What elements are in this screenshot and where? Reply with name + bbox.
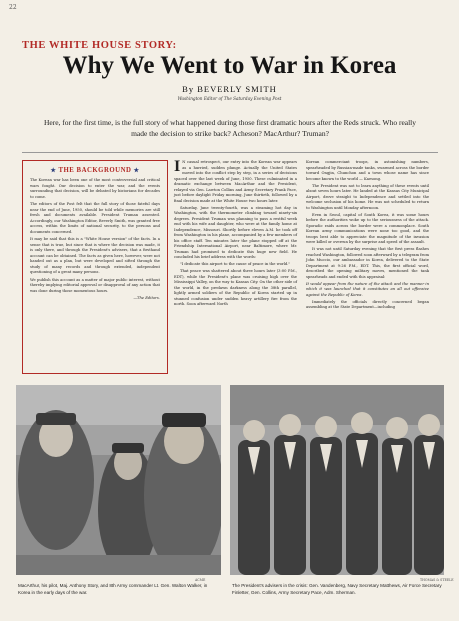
photo-credit: ACME — [195, 578, 206, 582]
body-text: N casual retrospect, our entry into the Korean war appears as a hurried, sudden plunge. Actually the United States moved into the conflict step by step, in a series of decisions spaced over the last week of June, 1950. These culminated in a dramatic exchange between MacArthur and the President, relayed via Gen. Lawton Collins and Army Secretary Frank Pace, just before daylight Friday morning, June thirtieth, followed by a final decision made at the White House two hours later. — [174, 160, 297, 203]
photo-macarthur-image — [16, 385, 221, 575]
sidebar-paragraph: It may be said that this is a "White House version" of the facts. In a sense that is true, but since that is where the decision was made, it is only there, and through the President's advisers, that a firsthand account can be obtained. The facts as given here, however, were not handed out as a plan, but were developed and sifted through the study of many records and through extended, independent questioning of a great many persons. — [30, 237, 160, 274]
body-paragraph: "I dedicate this airport to the cause of peace in the world." — [180, 262, 291, 266]
sidebar-paragraph: We publish this account as a matter of major public interest, without thereby implying editorial approval or disapproval of any action that was done during those momentous hours. — [30, 277, 160, 293]
star-icon: ★ — [50, 168, 57, 174]
body-paragraph: The President was not to learn anything of these events until about seven hours later. He landed at the Kansas City Municipal Airport, drove straight to Independence and settled into the welcome seclusion of his home. He was not scheduled to return to Washington until Monday afternoon. — [306, 183, 429, 210]
body-paragraph: It was not until Saturday evening that the first press flashes reached Washington, followed soon afterward by a telegram from John Muccio, our ambassador in Korea, delivered to the State Department at 9:26 P.M., EDT. This, the first official word, described the opening military moves, mentioned the tank spearheads and ended with this appraisal: — [306, 247, 429, 279]
series-kicker: THE WHITE HOUSE STORY: — [22, 40, 177, 51]
divider — [22, 152, 438, 153]
body-paragraph: Korean commerciant troops, in astonishing numbers, spearheaded by Russian-made tanks, swarmed across the border toward Ongjin, Chunchon and a town whose name has since become known to the world — Kaesong. — [306, 160, 429, 181]
body-paragraph: Immediately the officials directly concerned began assembling at the State Department—including — [306, 299, 429, 309]
photo-credit: THOMAS & STEELE — [420, 578, 454, 582]
sidebar-paragraph: The Korean war has been one of the most controversial and critical wars fought. Our decision to enter the war, and the events surrounding that decision, will be debated by historians for decades to come. — [30, 178, 160, 199]
sidebar-paragraph: The editors of the Post felt that the full story of those fateful days near the end of June, 1950, should be told while memories are still fresh and documents available. President Truman assented. Accordingly, our Washington Editor, Beverly Smith, was granted free access, within the limits of national security, to the persons and documents concerned. — [30, 202, 160, 234]
photo-macarthur — [16, 385, 221, 575]
body-paragraph — [174, 160, 297, 204]
body-column-1 — [174, 160, 297, 309]
telegram-quote: It would appear from the nature of the attack and the manner in which it was launched that it constitutes an all out offensive against the Republic of Korea. — [306, 281, 429, 297]
byline-title: Washington Editor of The Saturday Evening Post — [177, 96, 282, 101]
photo-caption: The President's advisers in the crisis: Gen. Vandenberg, Navy Secretary Matthews, Air Force Secretary Finletter, Gen. Collins, Army Secretary Pace, Adm. Sherman. — [232, 583, 442, 595]
drop-cap: I — [174, 158, 181, 175]
sidebar-heading: THE BACKGROUND — [58, 167, 132, 174]
page-number: 22 — [9, 4, 17, 11]
photo-advisers-image — [230, 385, 444, 575]
article-headline: Why We Went to War in Korea — [62, 52, 397, 79]
body-paragraph: Even in Seoul, capital of South Korea, it was some hours before the authorities woke up to the seriousness of the attack. Sporadic raids across the border were a commonplace. South Korean army communications were none too good, and the troops best able to appreciate the magnitude of the invasion were killed or overrun by the surprise and speed of the assault. — [306, 212, 429, 244]
body-paragraph: Saturday, June twenty-fourth, was a steaming hot day in Washington, with the thermometer climbing toward ninety-six degrees. President Truman was planning to pass a restful week end with his wife and daughter, who were at the family home at Independence, Missouri. Shortly before eleven A.M. he took off from Washington in his plane, accompanied by a few members of his office staff. Ten minutes later the plane stopped off at the Friendship International Airport, near Baltimore, where Mr. Truman had promised to dedicate this huge new field. He concluded his brief address with the words: — [174, 205, 297, 259]
photo-caption: MacArthur, his pilot, Maj. Anthony Story, and 8th Army commander Lt. Gen. Walton Walker, in Korea in the early days of the war. — [18, 583, 208, 595]
photo-advisers — [230, 385, 444, 575]
byline: By BEVERLY SMITH — [182, 84, 277, 94]
star-icon: ★ — [133, 168, 140, 174]
body-column-2 — [306, 160, 429, 312]
sidebar-heading-row — [30, 167, 160, 174]
background-sidebar — [22, 160, 168, 374]
sidebar-signature: —The Editors. — [133, 296, 160, 300]
body-paragraph: That peace was shattered about three hours later (3:00 P.M., EDT), while the President's plane was cruising high over the Mississippi Valley, on the way to Kansas City. On the other side of the world, in the predawn darkness along the 38th parallel, lightly armed soldiers of the Republic of Korea started up in stunned confusion under sudden heavy artillery fire from the north. Soon afterward North — [174, 269, 297, 306]
article-deck: Here, for the first time, is the full story of what happened during those first dramatic hours after the Reds struck. Who really made the decision to strike back? Acheson? MacArthur? Truman? — [43, 118, 417, 138]
